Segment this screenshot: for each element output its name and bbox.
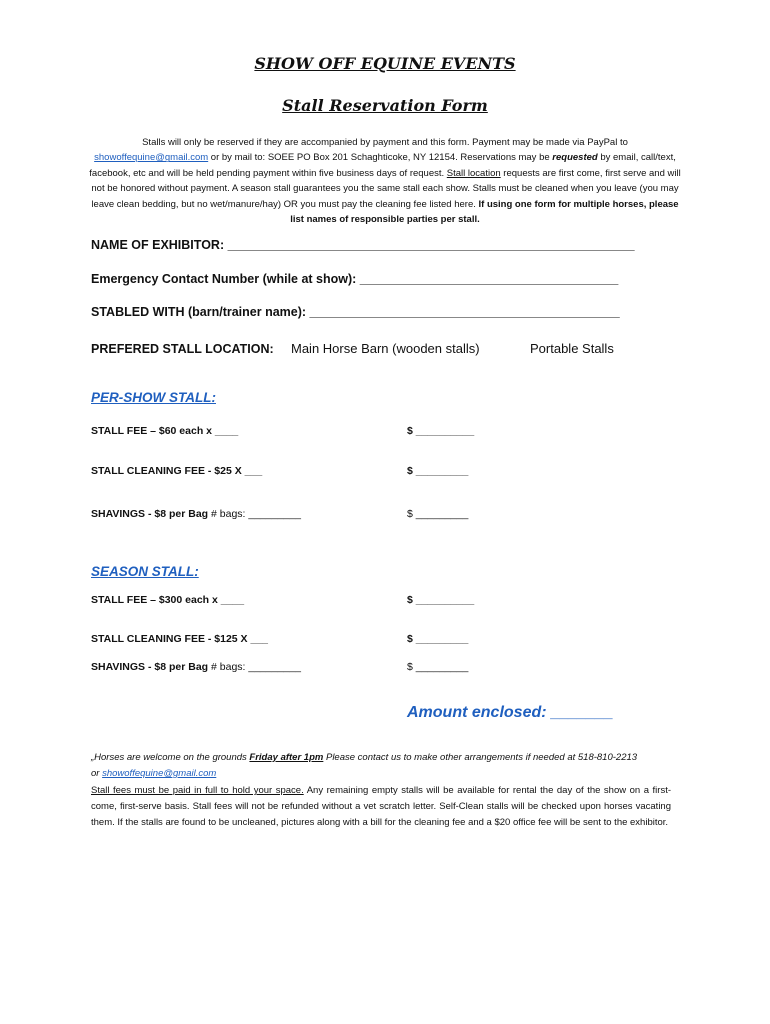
policy-paragraph — [91, 783, 671, 830]
policy-text: Any remaining empty stalls will be available for rental the day of the show on a first-come, first-serve basis. Stall fees will not be refunded without a vet scratch letter. Self-Clean stalls will be checked upon horses vacating them. If the stalls are found to be uncleaned, pictures along with a bill for the cleaning fee and a $20 office fee will be sent to the exhibitor. — [91, 785, 672, 828]
stall-location-underlined: Stall location — [446, 167, 501, 179]
contact-note — [91, 768, 216, 779]
per-show-stall-fee-amount[interactable]: $ __________ — [407, 425, 475, 437]
organization-title: SHOW OFF EQUINE EVENTS — [254, 54, 516, 73]
per-show-cleaning-fee-amount[interactable]: $ _________ — [407, 465, 469, 477]
contact-note-prefix: or — [91, 768, 103, 779]
per-show-shavings-amount[interactable]: $ _________ — [407, 508, 469, 520]
exhibitor-name-field[interactable] — [91, 238, 634, 252]
arrival-note-text-2: Please contact us to make other arrangements if needed at 518-810-2213 — [323, 752, 638, 763]
per-show-shavings-bags[interactable]: # bags: _________ — [211, 508, 301, 520]
per-show-stall-fee[interactable]: STALL FEE – $60 each x ____ — [91, 425, 239, 437]
season-stall-heading: SEASON STALL: — [91, 564, 199, 579]
per-show-shavings-label: SHAVINGS - $8 per Bag — [91, 508, 212, 520]
arrival-note — [91, 752, 637, 763]
arrival-note-text-1: „Horses are welcome on the grounds — [91, 752, 250, 763]
stall-location-label: PREFERED STALL LOCATION: — [91, 342, 274, 356]
intro-text-1: Stalls will only be reserved if they are accompanied by payment and this form. Payment may be made via PayPal to — [142, 137, 628, 148]
intro-text-4: requests are first come, first serve and will not be honored without payment. A season stall guarantees you the same stall each show. Stalls must be cleaned when you leave (you may leave clean bedding, but no wet/manure/hay) OR you must pay the cleaning fee listed here. — [91, 167, 681, 210]
option-main-horse-barn[interactable]: Main Horse Barn (wooden stalls) — [291, 341, 480, 356]
per-show-cleaning-fee[interactable]: STALL CLEANING FEE - $25 X ___ — [91, 465, 263, 477]
exhibitor-name-line[interactable]: _______________________________________________________________ — [227, 238, 635, 252]
emergency-contact-line[interactable]: ________________________________________ — [359, 272, 618, 286]
season-cleaning-fee-amount[interactable]: $ _________ — [407, 633, 469, 645]
emergency-contact-field[interactable] — [91, 272, 618, 286]
arrival-time: Friday after 1pm — [249, 752, 324, 763]
paypal-email-link[interactable]: showoffequine@gmail.com — [94, 152, 209, 164]
option-portable-stalls[interactable]: Portable Stalls — [530, 341, 614, 356]
exhibitor-name-label: NAME OF EXHIBITOR: — [91, 238, 228, 252]
multiple-horses-note: If using one form for multiple horses, please list names of responsible parties per stall. — [290, 198, 679, 226]
form-title: Stall Reservation Form — [282, 96, 488, 115]
season-cleaning-fee[interactable]: STALL CLEANING FEE - $125 X ___ — [91, 633, 268, 645]
season-shavings-label: SHAVINGS - $8 per Bag — [91, 661, 212, 673]
season-shavings-amount[interactable]: $ _________ — [407, 661, 469, 673]
policy-underlined: Stall fees must be paid in full to hold your space. — [91, 785, 304, 796]
requested-emphasis: requested — [552, 152, 598, 164]
intro-text-3: by email, call/text, facebook, etc and will be held pending payment within five business days of request. — [89, 152, 676, 179]
per-show-shavings[interactable] — [91, 508, 301, 520]
stabled-with-line[interactable]: ________________________________________________ — [309, 305, 620, 319]
intro-paragraph — [88, 135, 682, 227]
intro-text-2: or by mail to: SOEE PO Box 201 Schaghticoke, NY 12154. Reservations may be — [208, 152, 553, 164]
per-show-stall-heading: PER-SHOW STALL: — [91, 390, 216, 405]
stabled-with-field[interactable] — [91, 305, 619, 319]
amount-enclosed[interactable]: Amount enclosed: _______ — [407, 704, 614, 721]
season-shavings[interactable] — [91, 661, 301, 673]
emergency-contact-label: Emergency Contact Number (while at show): — [91, 272, 360, 286]
stabled-with-label: STABLED WITH (barn/trainer name): — [91, 305, 310, 319]
contact-email-link[interactable]: showoffequine@gmail.com — [102, 768, 217, 779]
season-stall-fee[interactable]: STALL FEE – $300 each x ____ — [91, 594, 245, 606]
season-shavings-bags[interactable]: # bags: _________ — [211, 661, 301, 673]
season-stall-fee-amount[interactable]: $ __________ — [407, 594, 475, 606]
